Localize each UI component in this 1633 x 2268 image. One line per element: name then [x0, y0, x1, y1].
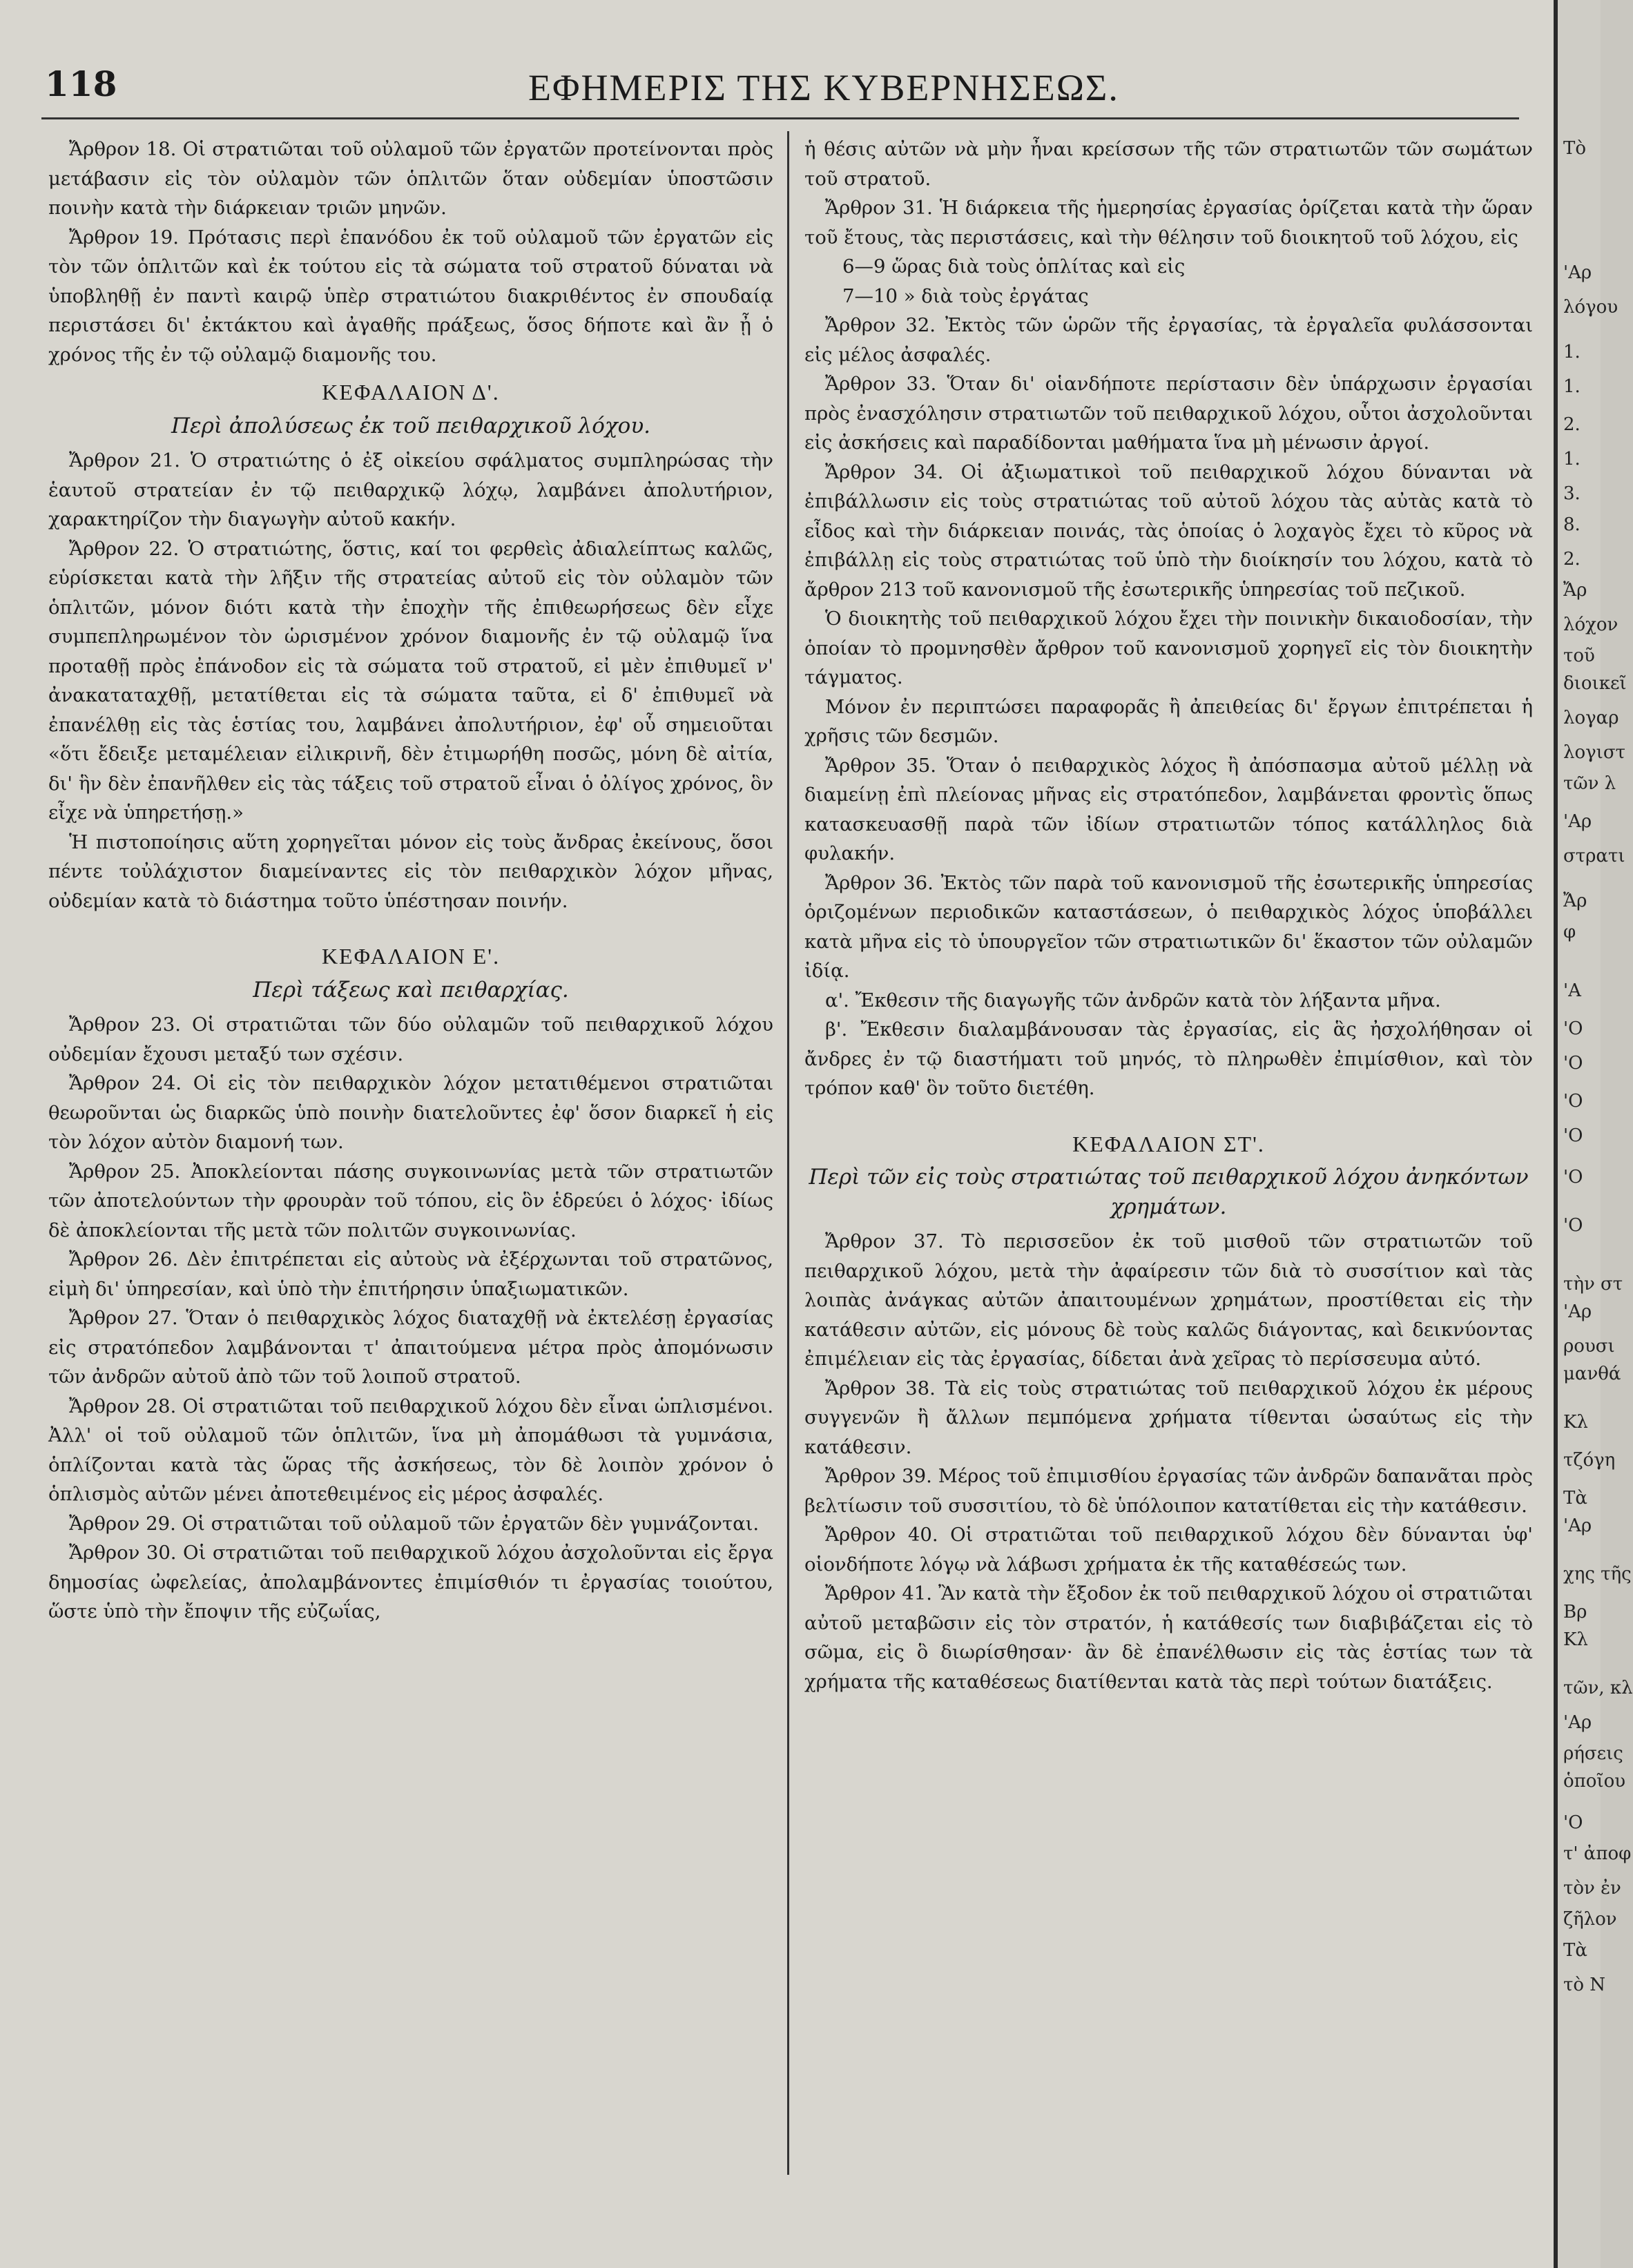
article-paragraph: Ἄρθρον 37. Τὸ περισσεῦον ἐκ τοῦ μισθοῦ τῶν στρατιωτῶν τοῦ πειθαρχικοῦ λόχου, μετὰ τὴν ἀφαίρεσιν τῶν διὰ τὸ συσσίτιον καὶ τὰς λοιπὰς ἀνάγκας αὐτῶν ἀπαιτουμένων χρημάτων, προστίθεται εἰς τὴν κατάθεσιν αὐτῶν, εἰς μόνους δὲ τοὺς καλῶς διάγοντας, καὶ δεικνύοντας ἐπιμέλειαν εἰς τὰς ἐργασίας, δίδεται ἀνὰ χεῖρας τὸ περίσσευμα αὐτό. [804, 1230, 1533, 1370]
strip-fragment: Ἄρ [1563, 891, 1587, 911]
strip-fragment: τὴν στ [1563, 1274, 1623, 1295]
article-paragraph: Ἄρθρον 18. Οἱ στρατιῶται τοῦ οὐλαμοῦ τῶν ἐργατῶν προτείνονται πρὸς μετάβασιν εἰς τὸν οὐλαμὸν τῶν ὁπλιτῶν ὅταν οὐδεμίαν ὑποστῶσιν ποινὴν κατὰ τὴν διάρκειαν τριῶν μηνῶν. [48, 138, 773, 219]
strip-fragment: Βρ [1563, 1602, 1587, 1622]
chapter-heading: ΚΕΦΑΛΑΙΟΝ Δ'. [322, 380, 500, 405]
strip-fragment: 'Αρ [1563, 262, 1592, 283]
strip-fragment: ρήσεις [1563, 1743, 1623, 1764]
schedule-line: 7—10 » διὰ τοὺς ἐργάτας [842, 284, 1089, 307]
strip-fragment: τῶν λ [1563, 773, 1616, 794]
strip-fragment: 1. [1563, 342, 1581, 362]
strip-fragment: λογαρ [1563, 708, 1619, 728]
strip-fragment: 'Αρ [1563, 811, 1592, 832]
adjacent-page-strip [1554, 0, 1633, 2268]
strip-fragment: Κλ [1563, 1412, 1588, 1433]
article-paragraph: Μόνον ἐν περιπτώσει παραφορᾶς ἢ ἀπειθείας δι' ἔργων ἐπιτρέπεται ἡ χρῆσις τῶν δεσμῶν. [804, 695, 1533, 747]
article-paragraph: Ἄρθρον 32. Ἐκτὸς τῶν ὡρῶν τῆς ἐργασίας, τὰ ἐργαλεῖα φυλάσσονται εἰς μέλος ἀσφαλές. [804, 314, 1533, 366]
strip-fragment: 'Αρ [1563, 1301, 1592, 1322]
strip-fragment: Τὰ [1563, 1940, 1587, 1961]
article-paragraph: Ἄρθρον 23. Οἱ στρατιῶται τῶν δύο οὐλαμῶν τοῦ πειθαρχικοῦ λόχου οὐδεμίαν ἔχουσι μεταξύ των σχέσιν. [48, 1014, 773, 1065]
gazette-title: ΕΦΗΜΕΡΙΣ ΤΗΣ ΚΥΒΕΡΝΗΣΕΩΣ. [528, 67, 1119, 108]
article-paragraph: Ἄρθρον 21. Ὁ στρατιώτης ὁ ἐξ οἰκείου σφάλματος συμπληρώσας τὴν ἑαυτοῦ στρατείαν ἐν τῷ πειθαρχικῷ λόχῳ, λαμβάνει ἀπολυτήριον, χαρακτηρίζον τὴν διαγωγὴν αὐτοῦ κακήν. [48, 449, 773, 530]
strip-fragment: 'Αρ [1563, 1515, 1592, 1536]
spacer [48, 915, 773, 933]
left-column [48, 135, 773, 1627]
chapter-subtitle: Περὶ τῶν εἰς τοὺς στρατιώτας τοῦ πειθαρχικοῦ λόχου ἀνηκόντων χρημάτων. [809, 1165, 1529, 1219]
article-paragraph: Ἄρθρον 40. Οἱ στρατιῶται τοῦ πειθαρχικοῦ λόχου δὲν δύνανται ὑφ' οἱονδήποτε λόγῳ νὰ λάβωσι χρήματα ἐκ τῆς καταθέσεώς των. [804, 1524, 1533, 1576]
header-rule [41, 117, 1519, 119]
strip-fragment: ρουσι [1563, 1336, 1615, 1357]
chapter-heading: ΚΕΦΑΛΑΙΟΝ Ε'. [321, 944, 501, 969]
strip-fragment: λόχον [1563, 614, 1618, 635]
article-paragraph: Ἄρθρον 31. Ἡ διάρκεια τῆς ἡμερησίας ἐργασίας ὁρίζεται κατὰ τὴν ὥραν τοῦ ἔτους, τὰς περιστάσεις, καὶ τὴν θέλησιν τοῦ διοικητοῦ τοῦ λόχου, εἰς [804, 197, 1533, 249]
strip-fragment: στρατι [1563, 846, 1625, 866]
strip-fragment: 'Αρ [1563, 1712, 1592, 1733]
strip-fragment: Ἄρ [1563, 580, 1587, 601]
article-paragraph: Ἄρθρον 19. Πρότασις περὶ ἐπανόδου ἐκ τοῦ οὐλαμοῦ τῶν ἐργατῶν εἰς τὸν τῶν ὁπλιτῶν καὶ ἐκ τούτου εἰς τὰ σώματα τοῦ στρατοῦ δύναται νὰ ὑποβληθῇ ἐν παντὶ καιρῷ ὑπὲρ στρατιώτου διακριθέντος ἐν σπουδαίᾳ περιστάσει δι' ἐκτάκτου καὶ ἀγαθῆς πράξεως, ὅσος δήποτε καὶ ἂν ᾖ ὁ χρόνος τῆς ἐν τῷ οὐλαμῷ διαμονῆς του. [48, 226, 773, 366]
strip-fragment: τῶν, κλ [1563, 1678, 1633, 1698]
strip-fragment: χης τῆς [1563, 1564, 1632, 1584]
strip-fragment: τ' ἀποφ [1563, 1843, 1632, 1864]
article-paragraph: α'. Ἔκθεσιν τῆς διαγωγῆς τῶν ἀνδρῶν κατὰ τὸν λήξαντα μῆνα. [825, 989, 1441, 1011]
page-header [45, 64, 1495, 112]
strip-fragment: Κλ [1563, 1629, 1588, 1650]
article-paragraph: Ἄρθρον 24. Οἱ εἰς τὸν πειθαρχικὸν λόχον μετατιθέμενοι στρατιῶται θεωροῦνται ὡς διαρκῶς ὑπὸ ποινὴν διατελοῦντες ἐφ' ὅσον διαρκεῖ ἡ εἰς τὸν λόχον αὐτὸν διαμονή των. [48, 1072, 773, 1153]
article-paragraph: Ἄρθρον 35. Ὅταν ὁ πειθαρχικὸς λόχος ἢ ἀπόσπασμα αὐτοῦ μέλλῃ νὰ διαμείνῃ ἐπὶ πλείονας μῆνας εἰς στρατόπεδον, λαμβάνεται φροντὶς ὅπως κατασκευασθῇ παρὰ τῶν ἰδίων στρατιωτῶν τόπος κατάλληλος διὰ φυλακήν. [804, 754, 1533, 864]
strip-fragment: 'Ο [1563, 1091, 1583, 1112]
article-paragraph: Ἄρθρον 30. Οἱ στρατιῶται τοῦ πειθαρχικοῦ λόχου ἀσχολοῦνται εἰς ἔργα δημοσίας ὠφελείας, ἀπολαμβάνοντες ἐπιμίσθιόν τι ἐργασίας τοιούτου, ὥστε ὑπὸ τὴν ἔποψιν τῆς εὐζωΐας, [48, 1542, 773, 1622]
article-paragraph: Ἄρθρον 34. Οἱ ἀξιωματικοὶ τοῦ πειθαρχικοῦ λόχου δύνανται νὰ ἐπιβάλλωσιν εἰς τοὺς στρατιώτας τοῦ αὐτοῦ λόχου τὰς αὐτὰς κατὰ τὸ εἶδος καὶ τὴν διάρκειαν ποινάς, τὰς ὁποίας ὁ λοχαγὸς ἔχει τὸ κῦρος νὰ ἐπιβάλλῃ εἰς τοὺς στρατιώτας τοῦ ὑπὸ τὴν διοίκησίν του λόχου, κατὰ τὸ ἄρθρον 213 τοῦ κανονισμοῦ τῆς ἐσωτερικῆς ὑπηρεσίας τοῦ πεζικοῦ. [804, 461, 1533, 601]
article-paragraph: Ἄρθρον 38. Τὰ εἰς τοὺς στρατιώτας τοῦ πειθαρχικοῦ λόχου ἐκ μέρους συγγενῶν ἢ ἄλλων πεμπόμενα χρήματα τίθενται ὡσαύτως εἰς τὴν κατάθεσιν. [804, 1377, 1533, 1458]
strip-fragment: μανθά [1563, 1364, 1621, 1384]
article-paragraph: Ἄρθρον 27. Ὅταν ὁ πειθαρχικὸς λόχος διαταχθῇ νὰ ἐκτελέσῃ ἐργασίας εἰς στρατόπεδον λαμβάνονται τ' ἀπαιτούμενα μέτρα πρὸς ἀπομόνωσιν τῶν ἀνδρῶν αὐτοῦ ἀπὸ τῶν τοῦ λοιποῦ στρατοῦ. [48, 1307, 773, 1388]
strip-fragment: λογιστ [1563, 742, 1625, 763]
strip-fragment: Τὰ [1563, 1488, 1587, 1509]
article-paragraph: Ἄρθρον 22. Ὁ στρατιώτης, ὅστις, καί τοι φερθεὶς ἀδιαλείπτως καλῶς, εὑρίσκεται κατὰ τὴν λῆξιν τῆς στρατείας αὐτοῦ εἰς τὸν οὐλαμὸν τῶν ὁπλιτῶν, μόνον διότι κατὰ τὴν ἐποχὴν τῆς ἐπιθεωρήσεως δὲν εἶχε συμπεπληρωμένον τὸν ὡρισμένον χρόνον διαμονῆς ἐν τῷ οὐλαμῷ ἵνα προταθῇ πρὸς ἐπάνοδον εἰς τὰ σώματα τοῦ στρατοῦ, εἰ μὲν ἐπιθυμεῖ ν' ἀνακαταταχθῇ, μετατίθεται εἰς τὰ σώματα ταῦτα, εἰ δ' ἐπιθυμεῖ νὰ ἐπανέλθῃ εἰς τὰς ἑστίας του, λαμβάνει ἀπολυτήριον, ἐφ' οὗ σημειοῦται «ὅτι ἔδειξε μεταμέλειαν εἰλικρινῆ, δὲν ἐτιμωρήθη ποσῶς, μόνη δὲ αἰτία, δι' ἣν δὲν ἐπανῆλθεν εἰς τὰς τάξεις τοῦ στρατοῦ εἶναι ὁ ὀλίγος χρόνος, ὃν εἶχε νὰ ὑπηρετήσῃ.» [48, 537, 773, 824]
article-paragraph: Ἄρθρον 28. Οἱ στρατιῶται τοῦ πειθαρχικοῦ λόχου δὲν εἶναι ὡπλισμένοι. Ἀλλ' οἱ τοῦ οὐλαμοῦ τῶν ὁπλιτῶν, ἵνα μὴ ἀπομάθωσι τὰ γυμνάσια, ὁπλίζονται κατὰ τὰς ὥρας τῆς ἀσκήσεως, τὸν δὲ λοιπὸν χρόνον ὁ ὁπλισμὸς αὐτῶν μένει ἀποτεθειμένος εἰς μέρος ἀσφαλές. [48, 1395, 773, 1505]
article-paragraph: Ἄρθρον 33. Ὅταν δι' οἱανδήποτε περίστασιν δὲν ὑπάρχωσιν ἐργασίαι πρὸς ἐνασχόλησιν στρατιωτῶν τοῦ πειθαρχικοῦ λόχου, οὗτοι ἀσχολοῦνται εἰς ἀσκήσεις καὶ παραδίδονται μαθήματα ἵνα μὴ μένωσιν ἀργοί. [804, 373, 1533, 454]
article-paragraph: β'. Ἔκθεσιν διαλαμβάνουσαν τὰς ἐργασίας, εἰς ἃς ἠσχολήθησαν οἱ ἄνδρες ἐν τῷ διαστήματι τοῦ μηνός, τὸ πληρωθὲν ἐπιμίσθιον, καὶ τὸν τρόπον καθ' ὃν τοῦτο διετέθη. [804, 1018, 1533, 1099]
article-paragraph: Ἡ πιστοποίησις αὕτη χορηγεῖται μόνον εἰς τοὺς ἄνδρας ἐκείνους, ὅσοι πέντε τοὐλάχιστον διαμείναντες εἰς τὸν πειθαρχικὸν λόχον μῆνας, οὐδεμίαν κατὰ τὸ διάστημα τοῦτο ὑπέστησαν ποινήν. [48, 831, 773, 912]
strip-fragment: 'Α [1563, 980, 1581, 1001]
strip-fragment: 'Ο [1563, 1215, 1583, 1236]
chapter-subtitle: Περὶ ἀπολύσεως ἐκ τοῦ πειθαρχικοῦ λόχου. [171, 413, 651, 438]
strip-fragment: τὸ Ν [1563, 1975, 1606, 1995]
strip-fragment: λόγου [1563, 297, 1618, 318]
chapter-subtitle: Περὶ τάξεως καὶ πειθαρχίας. [253, 977, 569, 1002]
strip-fragment: Τὸ [1563, 138, 1586, 159]
spacer [804, 1103, 1533, 1121]
strip-fragment: 'Ο [1563, 1018, 1583, 1039]
strip-fragment: φ [1563, 922, 1576, 942]
strip-fragment: 'Ο [1563, 1125, 1583, 1146]
strip-fragment: 1. [1563, 449, 1581, 469]
article-paragraph: Ἄρθρον 36. Ἐκτὸς τῶν παρὰ τοῦ κανονισμοῦ τῆς ἐσωτερικῆς ὑπηρεσίας ὁριζομένων περιοδικῶν καταστάσεων, ὁ πειθαρχικὸς λόχος ὑποβάλλει κατὰ μῆνα εἰς τὸ ὑπουργεῖον τῶν στρατιωτικῶν δι' ἕκαστον τῶν οὐλαμῶν ἰδίᾳ. [804, 871, 1533, 982]
strip-fragment: 1. [1563, 376, 1581, 397]
strip-fragment: τοῦ [1563, 646, 1595, 666]
article-paragraph: Ἄρθρον 29. Οἱ στρατιῶται τοῦ οὐλαμοῦ τῶν ἐργατῶν δὲν γυμνάζονται. [69, 1512, 760, 1535]
page-number: 118 [45, 64, 117, 104]
strip-fragment: ζῆλον [1563, 1909, 1617, 1930]
strip-fragment: 'Ο [1563, 1053, 1583, 1074]
chapter-heading: ΚΕΦΑΛΑΙΟΝ ΣΤ'. [1072, 1131, 1265, 1156]
strip-fragment: 3. [1563, 483, 1581, 504]
schedule-line: 6—9 ὥρας διὰ τοὺς ὁπλίτας καὶ εἰς [842, 255, 1186, 278]
strip-fragment: 8. [1563, 514, 1581, 535]
article-paragraph: Ἄρθρον 41. Ἂν κατὰ τὴν ἔξοδον ἐκ τοῦ πειθαρχικοῦ λόχου οἱ στρατιῶται αὐτοῦ μεταβῶσιν εἰς τὸν στρατόν, ἡ κατάθεσίς των διαβιβάζεται εἰς τὸ σῶμα, εἰς ὃ διωρίσθησαν· ἂν δὲ ἐπανέλθωσιν εἰς τὰς ἑστίας των τὰ χρήματα τῆς καταθέσεως διατίθενται κατὰ τὰς περὶ τούτων διατάξεις. [804, 1582, 1533, 1693]
article-paragraph: Ἄρθρον 39. Μέρος τοῦ ἐπιμισθίου ἐργασίας τῶν ἀνδρῶν δαπανᾶται πρὸς βελτίωσιν τοῦ συσσιτίου, τὸ δὲ ὑπόλοιπον κατατίθεται εἰς τὴν κατάθεσιν. [804, 1465, 1533, 1517]
strip-fragment: 2. [1563, 549, 1581, 570]
article-paragraph: Ἄρθρον 26. Δὲν ἐπιτρέπεται εἰς αὐτοὺς νὰ ἐξέρχωνται τοῦ στρατῶνος, εἰμὴ δι' ὑπηρεσίαν, καὶ ὑπὸ τὴν ἐπιτήρησιν ὑπαξιωματικῶν. [48, 1248, 773, 1300]
article-paragraph: Ὁ διοικητὴς τοῦ πειθαρχικοῦ λόχου ἔχει τὴν ποινικὴν δικαιοδοσίαν, τὴν ὁποίαν τὸ προμνησθὲν ἄρθρον τοῦ κανονισμοῦ χορηγεῖ εἰς τὸν διοικητὴν τάγματος. [804, 608, 1533, 688]
column-divider [787, 131, 789, 2175]
continued-paragraph: ἡ θέσις αὐτῶν νὰ μὴν ἦναι κρείσσων τῆς τῶν στρατιωτῶν τῶν σωμάτων τοῦ στρατοῦ. [804, 138, 1533, 190]
strip-fragment: τζόγη [1563, 1450, 1616, 1471]
article-paragraph: Ἄρθρον 25. Ἀποκλείονται πάσης συγκοινωνίας μετὰ τῶν στρατιωτῶν τῶν ἀποτελούντων τὴν φρουρὰν τοῦ τόπου, εἰς ὃν ἑδρεύει ὁ λόχος· ἰδίως δὲ ἀποκλείονται τῆς μετὰ τῶν πολιτῶν συγκοινωνίας. [48, 1160, 773, 1241]
strip-fragment: ὁποῖου [1563, 1771, 1626, 1792]
right-column [804, 135, 1533, 1696]
strip-fragment: διοικεῖ [1563, 673, 1627, 694]
strip-fragment: τὸν ἐν [1563, 1878, 1621, 1899]
strip-fragment: 'Ο [1563, 1812, 1583, 1833]
strip-fragment: 'Ο [1563, 1167, 1583, 1188]
strip-fragment: 2. [1563, 414, 1581, 435]
